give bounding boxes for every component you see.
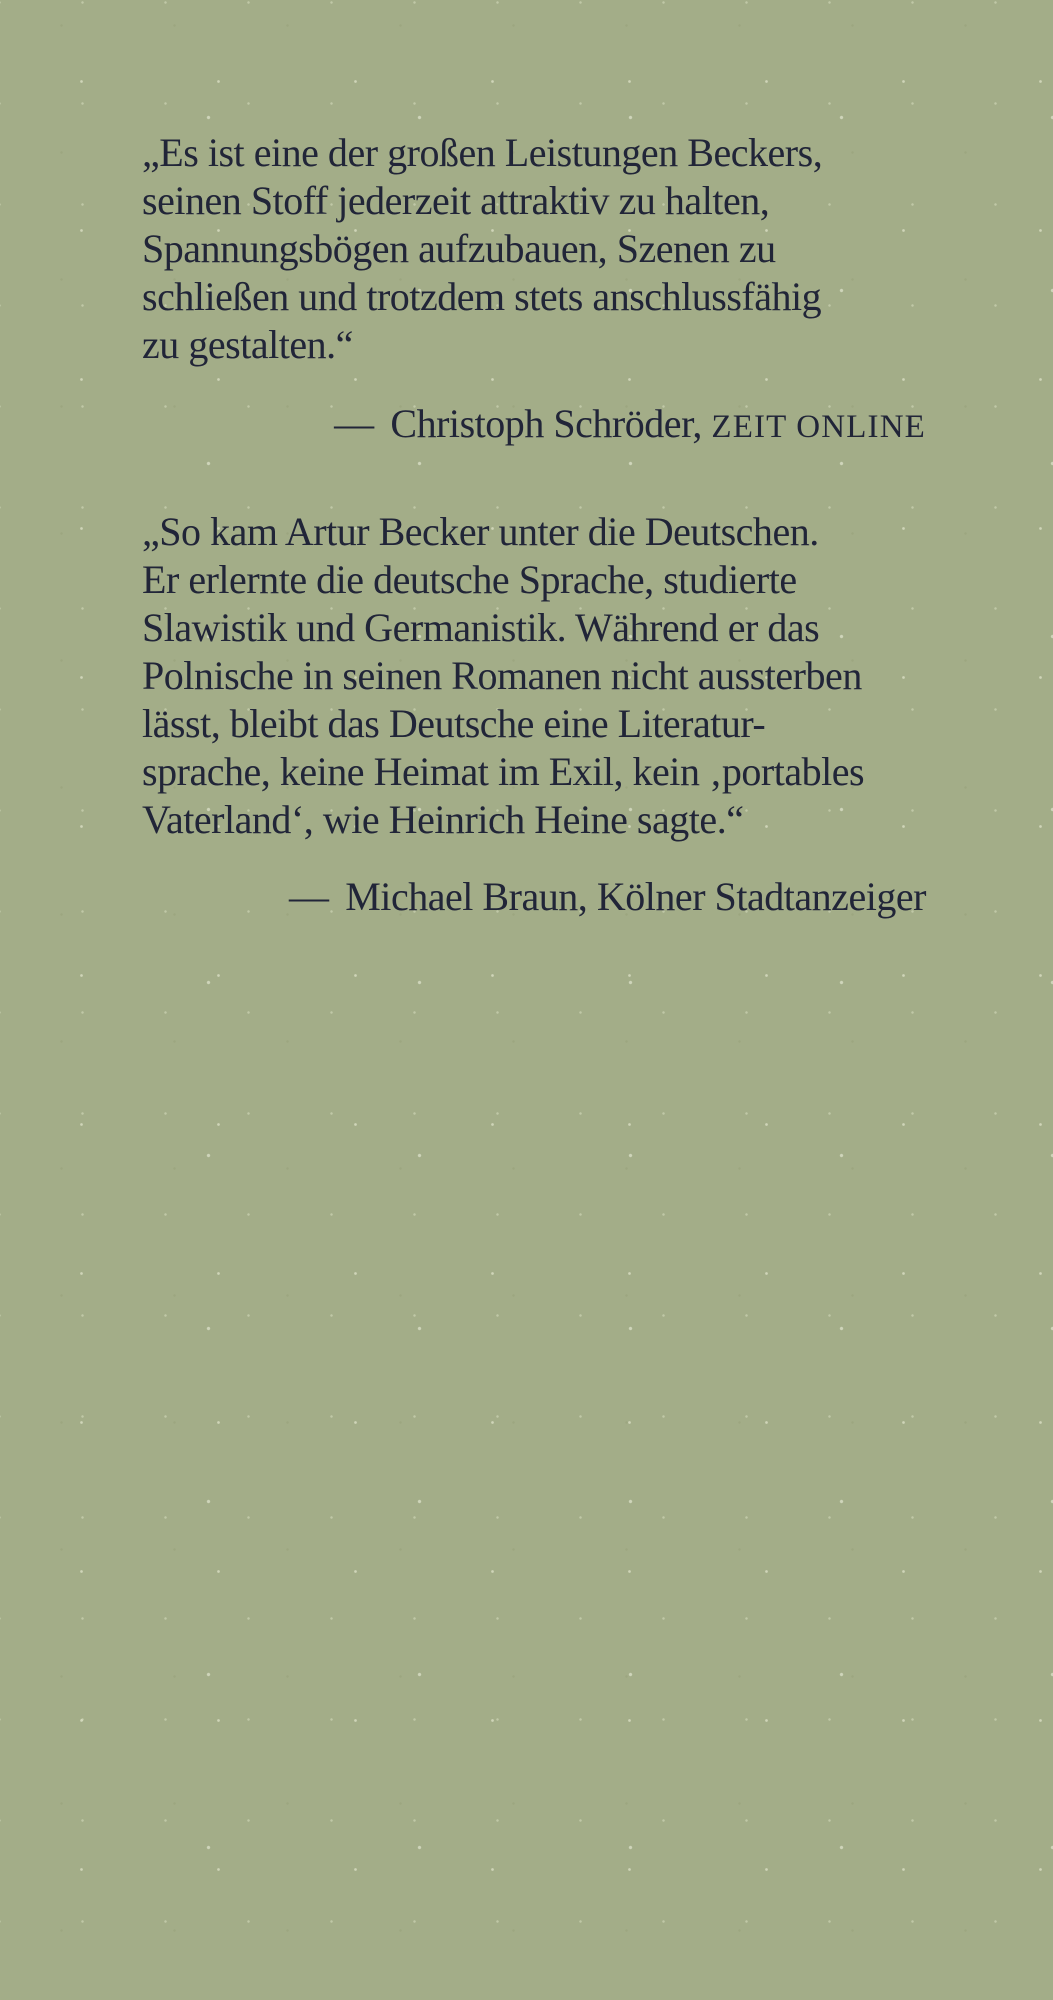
quote-line: schließen und trotzdem stets anschlussfähig [142, 274, 822, 319]
quote-attribution-1 [0, 400, 1053, 451]
quote-line: sprache, keine Heimat im Exil, kein ‚portables [142, 749, 865, 794]
attribution-dash: — [334, 401, 374, 446]
quote-line: „Es ist eine der großen Leistungen Beckers, [142, 130, 823, 175]
quote-line: Polnische in seinen Romanen nicht aussterben [142, 653, 862, 698]
attribution-dash: — [288, 874, 329, 919]
attribution-name: Christoph Schröder, [390, 401, 702, 446]
attribution-name: Michael Braun, [345, 874, 588, 919]
quote-line: Slawistik und Germanistik. Während er das [142, 605, 820, 650]
quote-line: Er erlernte die deutsche Sprache, studierte [142, 557, 797, 602]
quote-line: zu gestalten.“ [142, 322, 353, 367]
quote-line: seinen Stoff jederzeit attraktiv zu halten, [142, 178, 770, 223]
quote-line: lässt, bleibt das Deutsche eine Literatur- [142, 701, 766, 746]
quote-attribution-2 [0, 873, 1053, 921]
quote-line: „So kam Artur Becker unter die Deutschen. [142, 509, 819, 554]
quote-line: Vaterland‘, wie Heinrich Heine sagte.“ [142, 797, 744, 842]
attribution-source: ZEIT ONLINE [711, 409, 926, 445]
quote-block-2 [0, 508, 1053, 844]
attribution-source: Kölner Stadtanzeiger [596, 874, 926, 919]
quote-block-1 [0, 129, 1053, 369]
quote-line: Spannungsbögen aufzubauen, Szenen zu [142, 226, 776, 271]
